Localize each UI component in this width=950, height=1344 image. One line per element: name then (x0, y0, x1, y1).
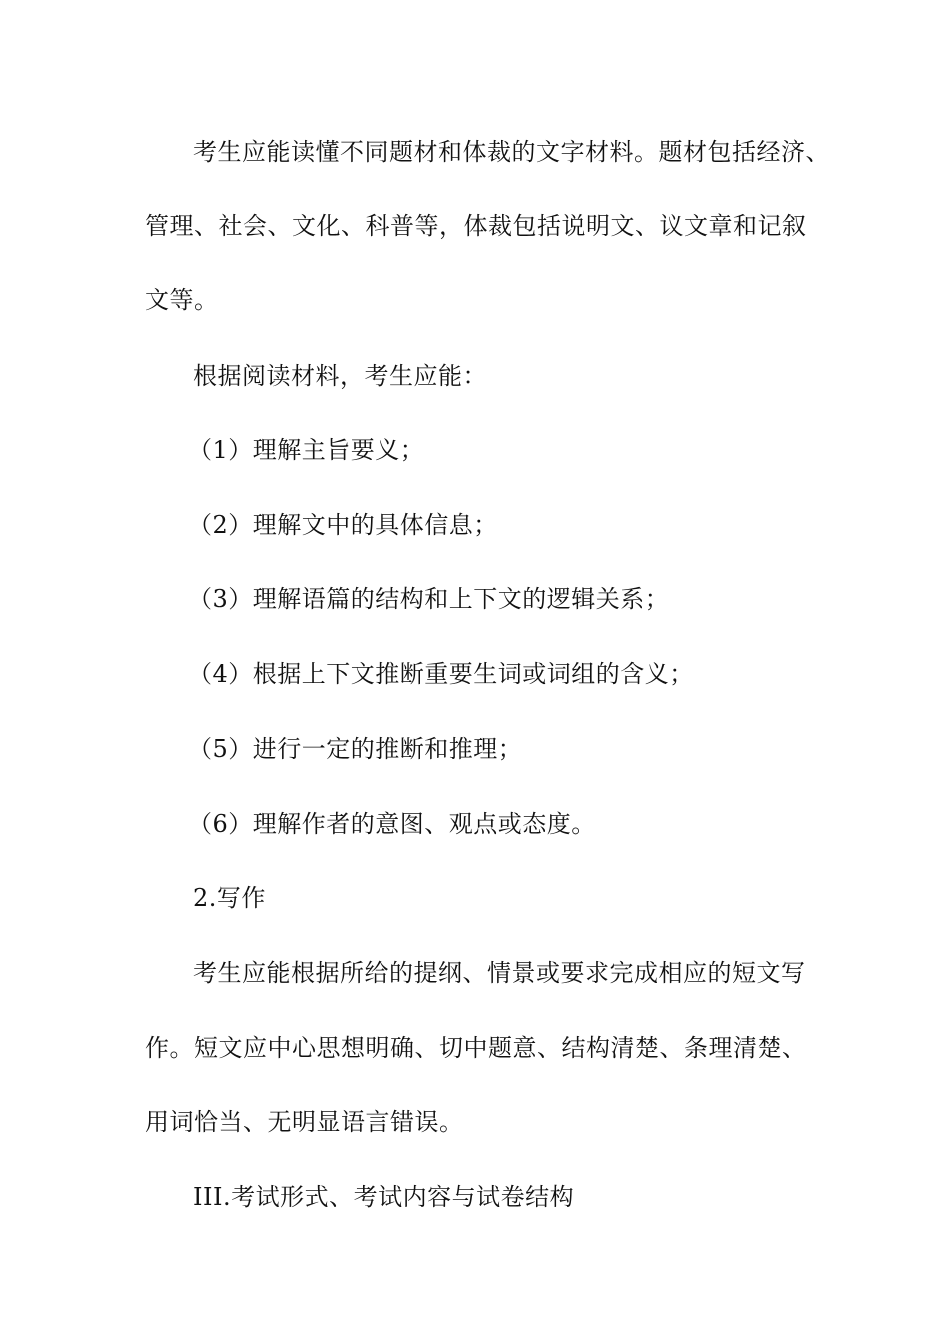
paragraph-line: 考生应能根据所给的提纲、情景或要求完成相应的短文写 (193, 959, 806, 987)
paragraph-line: 管理、社会、文化、科普等，体裁包括说明文、议文章和记叙 (145, 212, 807, 240)
list-item: （5）进行一定的推断和推理； (188, 735, 523, 763)
chapter-heading: III.考试形式、考试内容与试卷结构 (193, 1183, 575, 1211)
section-heading: 2.写作 (193, 884, 266, 912)
list-item: （3）理解语篇的结构和上下文的逻辑关系； (188, 585, 670, 613)
paragraph-line: 作。短文应中心思想明确、切中题意、结构清楚、条理清楚、 (145, 1034, 807, 1062)
list-item: （2）理解文中的具体信息； (188, 511, 498, 539)
paragraph-line: 考生应能读懂不同题材和体裁的文字材料。题材包括经济、 (193, 138, 830, 166)
list-item: （6）理解作者的意图、观点或态度。 (188, 810, 596, 838)
paragraph-line: 文等。 (145, 286, 219, 314)
list-item: （4）根据上下文推断重要生词或词组的含义； (188, 660, 694, 688)
paragraph-text: 根据阅读材料，考生应能： (193, 362, 487, 390)
paragraph-line: 用词恰当、无明显语言错误。 (145, 1108, 464, 1136)
list-item: （1）理解主旨要义； (188, 436, 425, 464)
